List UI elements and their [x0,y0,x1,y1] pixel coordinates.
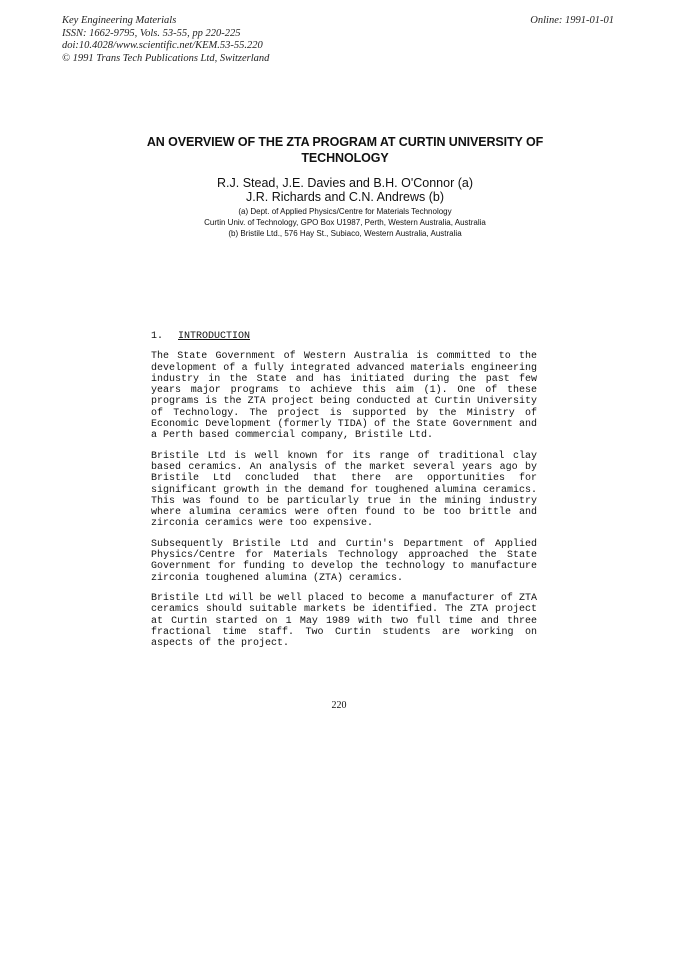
doi-line: doi:10.4028/www.scientific.net/KEM.53-55.220 [62,40,263,51]
paragraph-2: Bristile Ltd is well known for its range of traditional clay based ceramics. An analysis of the market several years ago by Bristile Ltd concluded that there are opportunities for significant growth in the demand for toughened alumina ceramics. This was found to be particularly true in the mining industry where alumina ceramics were often found to be too brittle and zirconia ceramics were too expensive. [151,450,537,530]
title-line-1: AN OVERVIEW OF THE ZTA PROGRAM AT CURTIN UNIVERSITY OF [146,135,544,149]
author-list [120,176,570,204]
authors-line-2: J.R. Richards and C.N. Andrews (b) [246,190,444,204]
title-line-2: TECHNOLOGY [301,151,389,165]
paper-title [120,134,570,166]
copyright-line: © 1991 Trans Tech Publications Ltd, Switzerland [62,52,270,64]
affiliations [120,206,570,239]
paragraph-4: Bristile Ltd will be well placed to become a manufacturer of ZTA ceramics should suitable markets be identified. The ZTA project at Curtin started on 1 May 1989 with two full time and three fractional time staff. Two Curtin students are working on aspects of the project. [151,592,537,650]
affiliation-b: (b) Bristile Ltd., 576 Hay St., Subiaco, Western Australia, Australia [228,229,462,238]
section-title: INTRODUCTION [178,331,251,342]
paragraph-1: The State Government of Western Australia is committed to the development of a fully integrated advanced materials engineering industry in the State and has initiated during the past few years major programs to achieve this aim (1). One of these programs is the ZTA project being conducted at Curtin University of Technology. The project is supported by the Ministry of Economic Development (formerly TIDA) of the State Government and a Perth based commercial company, Bristile Ltd. [151,351,537,442]
journal-metadata [62,15,269,65]
section-number: 1. [151,331,164,342]
paragraph-3: Subsequently Bristile Ltd and Curtin's Department of Applied Physics/Centre for Materials Technology approached the State Government for funding to develop the technology to manufacture zirconia toughened alumina (ZTA) ceramics. [151,538,537,584]
body-text [151,331,537,658]
section-heading [151,331,537,342]
affiliation-a: (a) Dept. of Applied Physics/Centre for Materials Technology [238,207,452,216]
online-date: Online: 1991-01-01 [530,15,614,26]
authors-line-1: R.J. Stead, J.E. Davies and B.H. O'Connor (a) [217,176,473,190]
affiliation-address: Curtin Univ. of Technology, GPO Box U1987, Perth, Western Australia, Australia [204,218,486,227]
page-number: 220 [331,700,347,711]
issn-line: ISSN: 1662-9795, Vols. 53-55, pp 220-225 [62,27,241,39]
journal-name: Key Engineering Materials [62,15,177,26]
